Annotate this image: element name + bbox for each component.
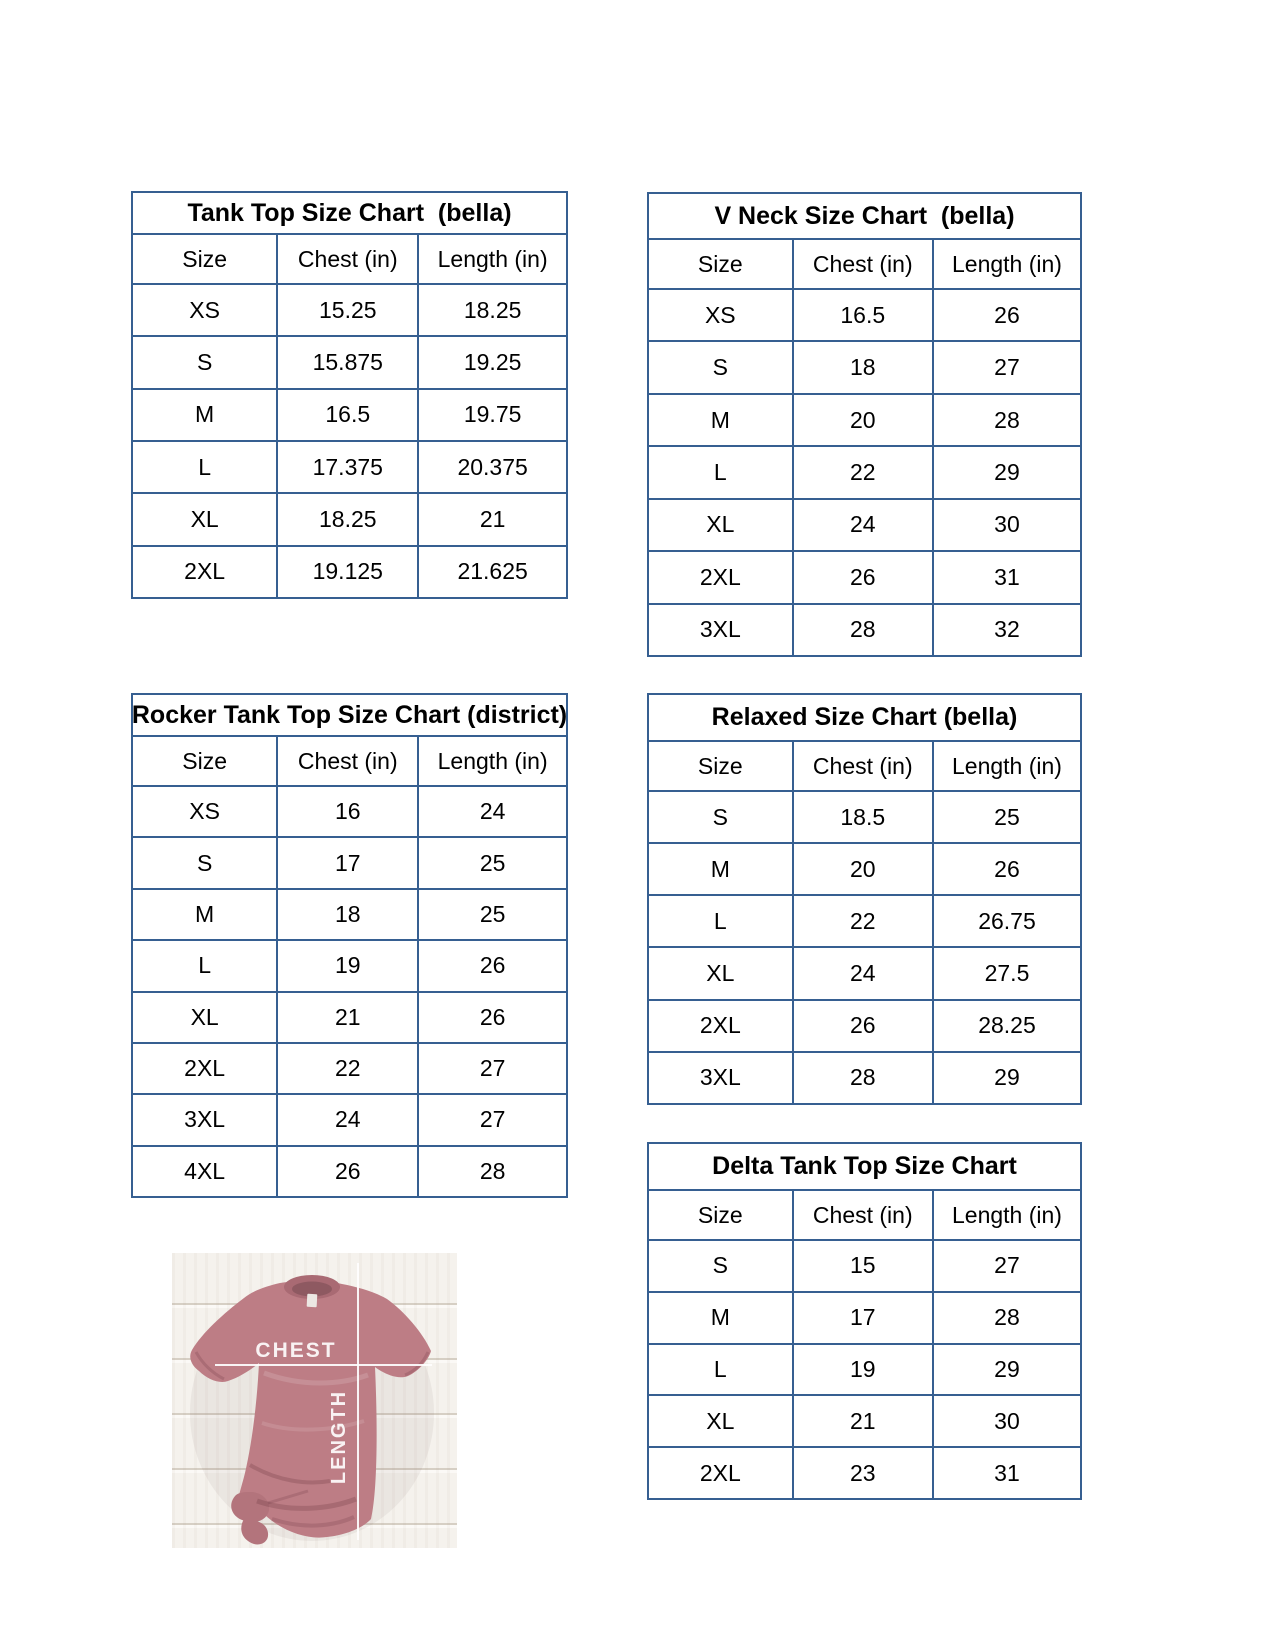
size-cell: XL xyxy=(648,499,793,551)
chest-cell: 15.25 xyxy=(277,284,418,336)
table-title: Tank Top Size Chart (bella) xyxy=(131,191,568,235)
size-table-grid xyxy=(647,238,1082,657)
chest-cell: 20 xyxy=(793,843,933,895)
table-row xyxy=(648,289,1081,341)
v-neck-size-chart-table xyxy=(647,192,1082,657)
size-cell: S xyxy=(132,837,277,888)
table-title: Delta Tank Top Size Chart xyxy=(647,1142,1082,1191)
size-cell: 3XL xyxy=(648,1052,793,1104)
header-row xyxy=(648,239,1081,289)
relaxed-size-chart-table xyxy=(647,693,1082,1105)
column-header: Length (in) xyxy=(418,234,567,284)
column-header: Chest (in) xyxy=(793,741,933,791)
size-cell: 2XL xyxy=(648,1447,793,1499)
hem-knot xyxy=(231,1492,269,1522)
chest-cell: 19.125 xyxy=(277,546,418,598)
length-cell: 29 xyxy=(933,446,1081,498)
size-cell: 3XL xyxy=(132,1094,277,1145)
table-row xyxy=(132,1146,567,1197)
chest-cell: 21 xyxy=(277,992,418,1043)
chest-cell: 21 xyxy=(793,1395,933,1447)
size-cell: XL xyxy=(132,992,277,1043)
chest-cell: 22 xyxy=(793,446,933,498)
table-row xyxy=(132,284,567,336)
neck-tag xyxy=(307,1294,318,1308)
size-cell: S xyxy=(648,791,793,843)
chest-cell: 23 xyxy=(793,1447,933,1499)
length-cell: 26 xyxy=(933,843,1081,895)
length-cell: 26 xyxy=(418,940,567,991)
length-cell: 28 xyxy=(933,394,1081,446)
chest-cell: 26 xyxy=(793,551,933,603)
length-cell: 21.625 xyxy=(418,546,567,598)
table-row xyxy=(648,551,1081,603)
table-row xyxy=(648,895,1081,947)
size-cell: XS xyxy=(132,786,277,837)
table-row xyxy=(648,1000,1081,1052)
header-row xyxy=(132,736,567,786)
table-row xyxy=(132,336,567,388)
size-table-grid xyxy=(131,233,568,599)
size-cell: M xyxy=(132,889,277,940)
length-cell: 28 xyxy=(933,1292,1081,1344)
chest-cell: 15 xyxy=(793,1240,933,1292)
table-row xyxy=(132,441,567,493)
size-table-grid xyxy=(131,735,568,1198)
length-cell: 25 xyxy=(418,889,567,940)
chest-cell: 24 xyxy=(793,947,933,999)
chest-cell: 18.5 xyxy=(793,791,933,843)
size-cell: M xyxy=(132,389,277,441)
chest-cell: 28 xyxy=(793,604,933,656)
header-row xyxy=(648,741,1081,791)
column-header: Chest (in) xyxy=(277,234,418,284)
length-cell: 18.25 xyxy=(418,284,567,336)
table-row xyxy=(648,1052,1081,1104)
column-header: Length (in) xyxy=(933,239,1081,289)
length-cell: 21 xyxy=(418,493,567,545)
size-cell: 2XL xyxy=(648,551,793,603)
chest-cell: 17 xyxy=(277,837,418,888)
length-cell: 30 xyxy=(933,499,1081,551)
size-cell: 2XL xyxy=(132,546,277,598)
table-row xyxy=(132,1043,567,1094)
length-cell: 25 xyxy=(933,791,1081,843)
chest-cell: 17 xyxy=(793,1292,933,1344)
size-cell: XL xyxy=(132,493,277,545)
chest-cell: 26 xyxy=(277,1146,418,1197)
table-title: Rocker Tank Top Size Chart (district) xyxy=(131,693,568,737)
column-header: Chest (in) xyxy=(793,239,933,289)
table-row xyxy=(132,940,567,991)
length-cell: 31 xyxy=(933,1447,1081,1499)
size-cell: L xyxy=(648,1344,793,1396)
size-cell: S xyxy=(132,336,277,388)
size-cell: S xyxy=(648,341,793,393)
chest-cell: 22 xyxy=(277,1043,418,1094)
chest-cell: 16.5 xyxy=(793,289,933,341)
column-header: Chest (in) xyxy=(793,1190,933,1240)
chest-cell: 19 xyxy=(793,1344,933,1396)
length-cell: 31 xyxy=(933,551,1081,603)
size-cell: M xyxy=(648,1292,793,1344)
delta-tank-top-size-chart-table xyxy=(647,1142,1082,1500)
column-header: Size xyxy=(648,741,793,791)
table-row xyxy=(648,1344,1081,1396)
column-header: Size xyxy=(648,1190,793,1240)
table-row xyxy=(648,843,1081,895)
column-header: Length (in) xyxy=(933,741,1081,791)
length-cell: 28.25 xyxy=(933,1000,1081,1052)
table-row xyxy=(648,604,1081,656)
tshirt-measurement-photo xyxy=(172,1253,457,1548)
size-table-grid xyxy=(647,740,1082,1105)
chest-cell: 16.5 xyxy=(277,389,418,441)
column-header: Size xyxy=(132,234,277,284)
chest-cell: 19 xyxy=(277,940,418,991)
length-cell: 27 xyxy=(418,1094,567,1145)
table-row xyxy=(132,837,567,888)
length-cell: 25 xyxy=(418,837,567,888)
column-header: Length (in) xyxy=(933,1190,1081,1240)
length-cell: 29 xyxy=(933,1344,1081,1396)
length-cell: 24 xyxy=(418,786,567,837)
length-cell: 27 xyxy=(933,1240,1081,1292)
table-row xyxy=(648,1395,1081,1447)
size-table-grid xyxy=(647,1189,1082,1500)
rocker-tank-top-size-chart-table xyxy=(131,693,568,1198)
length-cell: 32 xyxy=(933,604,1081,656)
table-row xyxy=(648,341,1081,393)
chest-cell: 18 xyxy=(793,341,933,393)
length-cell: 27 xyxy=(933,341,1081,393)
table-row xyxy=(132,389,567,441)
table-row xyxy=(648,947,1081,999)
length-cell: 19.75 xyxy=(418,389,567,441)
size-cell: M xyxy=(648,843,793,895)
column-header: Chest (in) xyxy=(277,736,418,786)
chest-cell: 16 xyxy=(277,786,418,837)
length-label: LENGTH xyxy=(328,1389,350,1485)
size-cell: XS xyxy=(132,284,277,336)
table-row xyxy=(648,1240,1081,1292)
size-cell: L xyxy=(648,895,793,947)
table-title: V Neck Size Chart (bella) xyxy=(647,192,1082,240)
size-cell: S xyxy=(648,1240,793,1292)
tshirt-illustration xyxy=(172,1253,457,1548)
table-row xyxy=(132,493,567,545)
table-title: Relaxed Size Chart (bella) xyxy=(647,693,1082,742)
length-cell: 19.25 xyxy=(418,336,567,388)
size-cell: XL xyxy=(648,947,793,999)
chest-cell: 22 xyxy=(793,895,933,947)
chest-cell: 17.375 xyxy=(277,441,418,493)
size-cell: L xyxy=(132,940,277,991)
chest-cell: 15.875 xyxy=(277,336,418,388)
size-cell: XS xyxy=(648,289,793,341)
table-row xyxy=(132,546,567,598)
size-cell: XL xyxy=(648,1395,793,1447)
size-cell: 2XL xyxy=(648,1000,793,1052)
length-cell: 26 xyxy=(418,992,567,1043)
chest-cell: 24 xyxy=(277,1094,418,1145)
tank-top-size-chart-table xyxy=(131,191,568,599)
chest-label: CHEST xyxy=(255,1339,337,1362)
chest-cell: 24 xyxy=(793,499,933,551)
table-row xyxy=(132,786,567,837)
size-cell: L xyxy=(132,441,277,493)
table-row xyxy=(648,1447,1081,1499)
size-cell: 3XL xyxy=(648,604,793,656)
header-row xyxy=(132,234,567,284)
table-row xyxy=(132,889,567,940)
chest-cell: 20 xyxy=(793,394,933,446)
size-cell: 4XL xyxy=(132,1146,277,1197)
column-header: Size xyxy=(648,239,793,289)
length-cell: 29 xyxy=(933,1052,1081,1104)
table-row xyxy=(648,791,1081,843)
length-cell: 26 xyxy=(933,289,1081,341)
length-cell: 26.75 xyxy=(933,895,1081,947)
length-cell: 27.5 xyxy=(933,947,1081,999)
length-cell: 30 xyxy=(933,1395,1081,1447)
column-header: Size xyxy=(132,736,277,786)
chest-cell: 28 xyxy=(793,1052,933,1104)
column-header: Length (in) xyxy=(418,736,567,786)
size-cell: L xyxy=(648,446,793,498)
table-row xyxy=(648,499,1081,551)
chest-cell: 18 xyxy=(277,889,418,940)
size-cell: 2XL xyxy=(132,1043,277,1094)
table-row xyxy=(132,992,567,1043)
chest-cell: 26 xyxy=(793,1000,933,1052)
length-cell: 20.375 xyxy=(418,441,567,493)
table-row xyxy=(648,394,1081,446)
table-row xyxy=(648,1292,1081,1344)
size-cell: M xyxy=(648,394,793,446)
header-row xyxy=(648,1190,1081,1240)
length-cell: 27 xyxy=(418,1043,567,1094)
table-row xyxy=(648,446,1081,498)
chest-cell: 18.25 xyxy=(277,493,418,545)
length-cell: 28 xyxy=(418,1146,567,1197)
table-row xyxy=(132,1094,567,1145)
